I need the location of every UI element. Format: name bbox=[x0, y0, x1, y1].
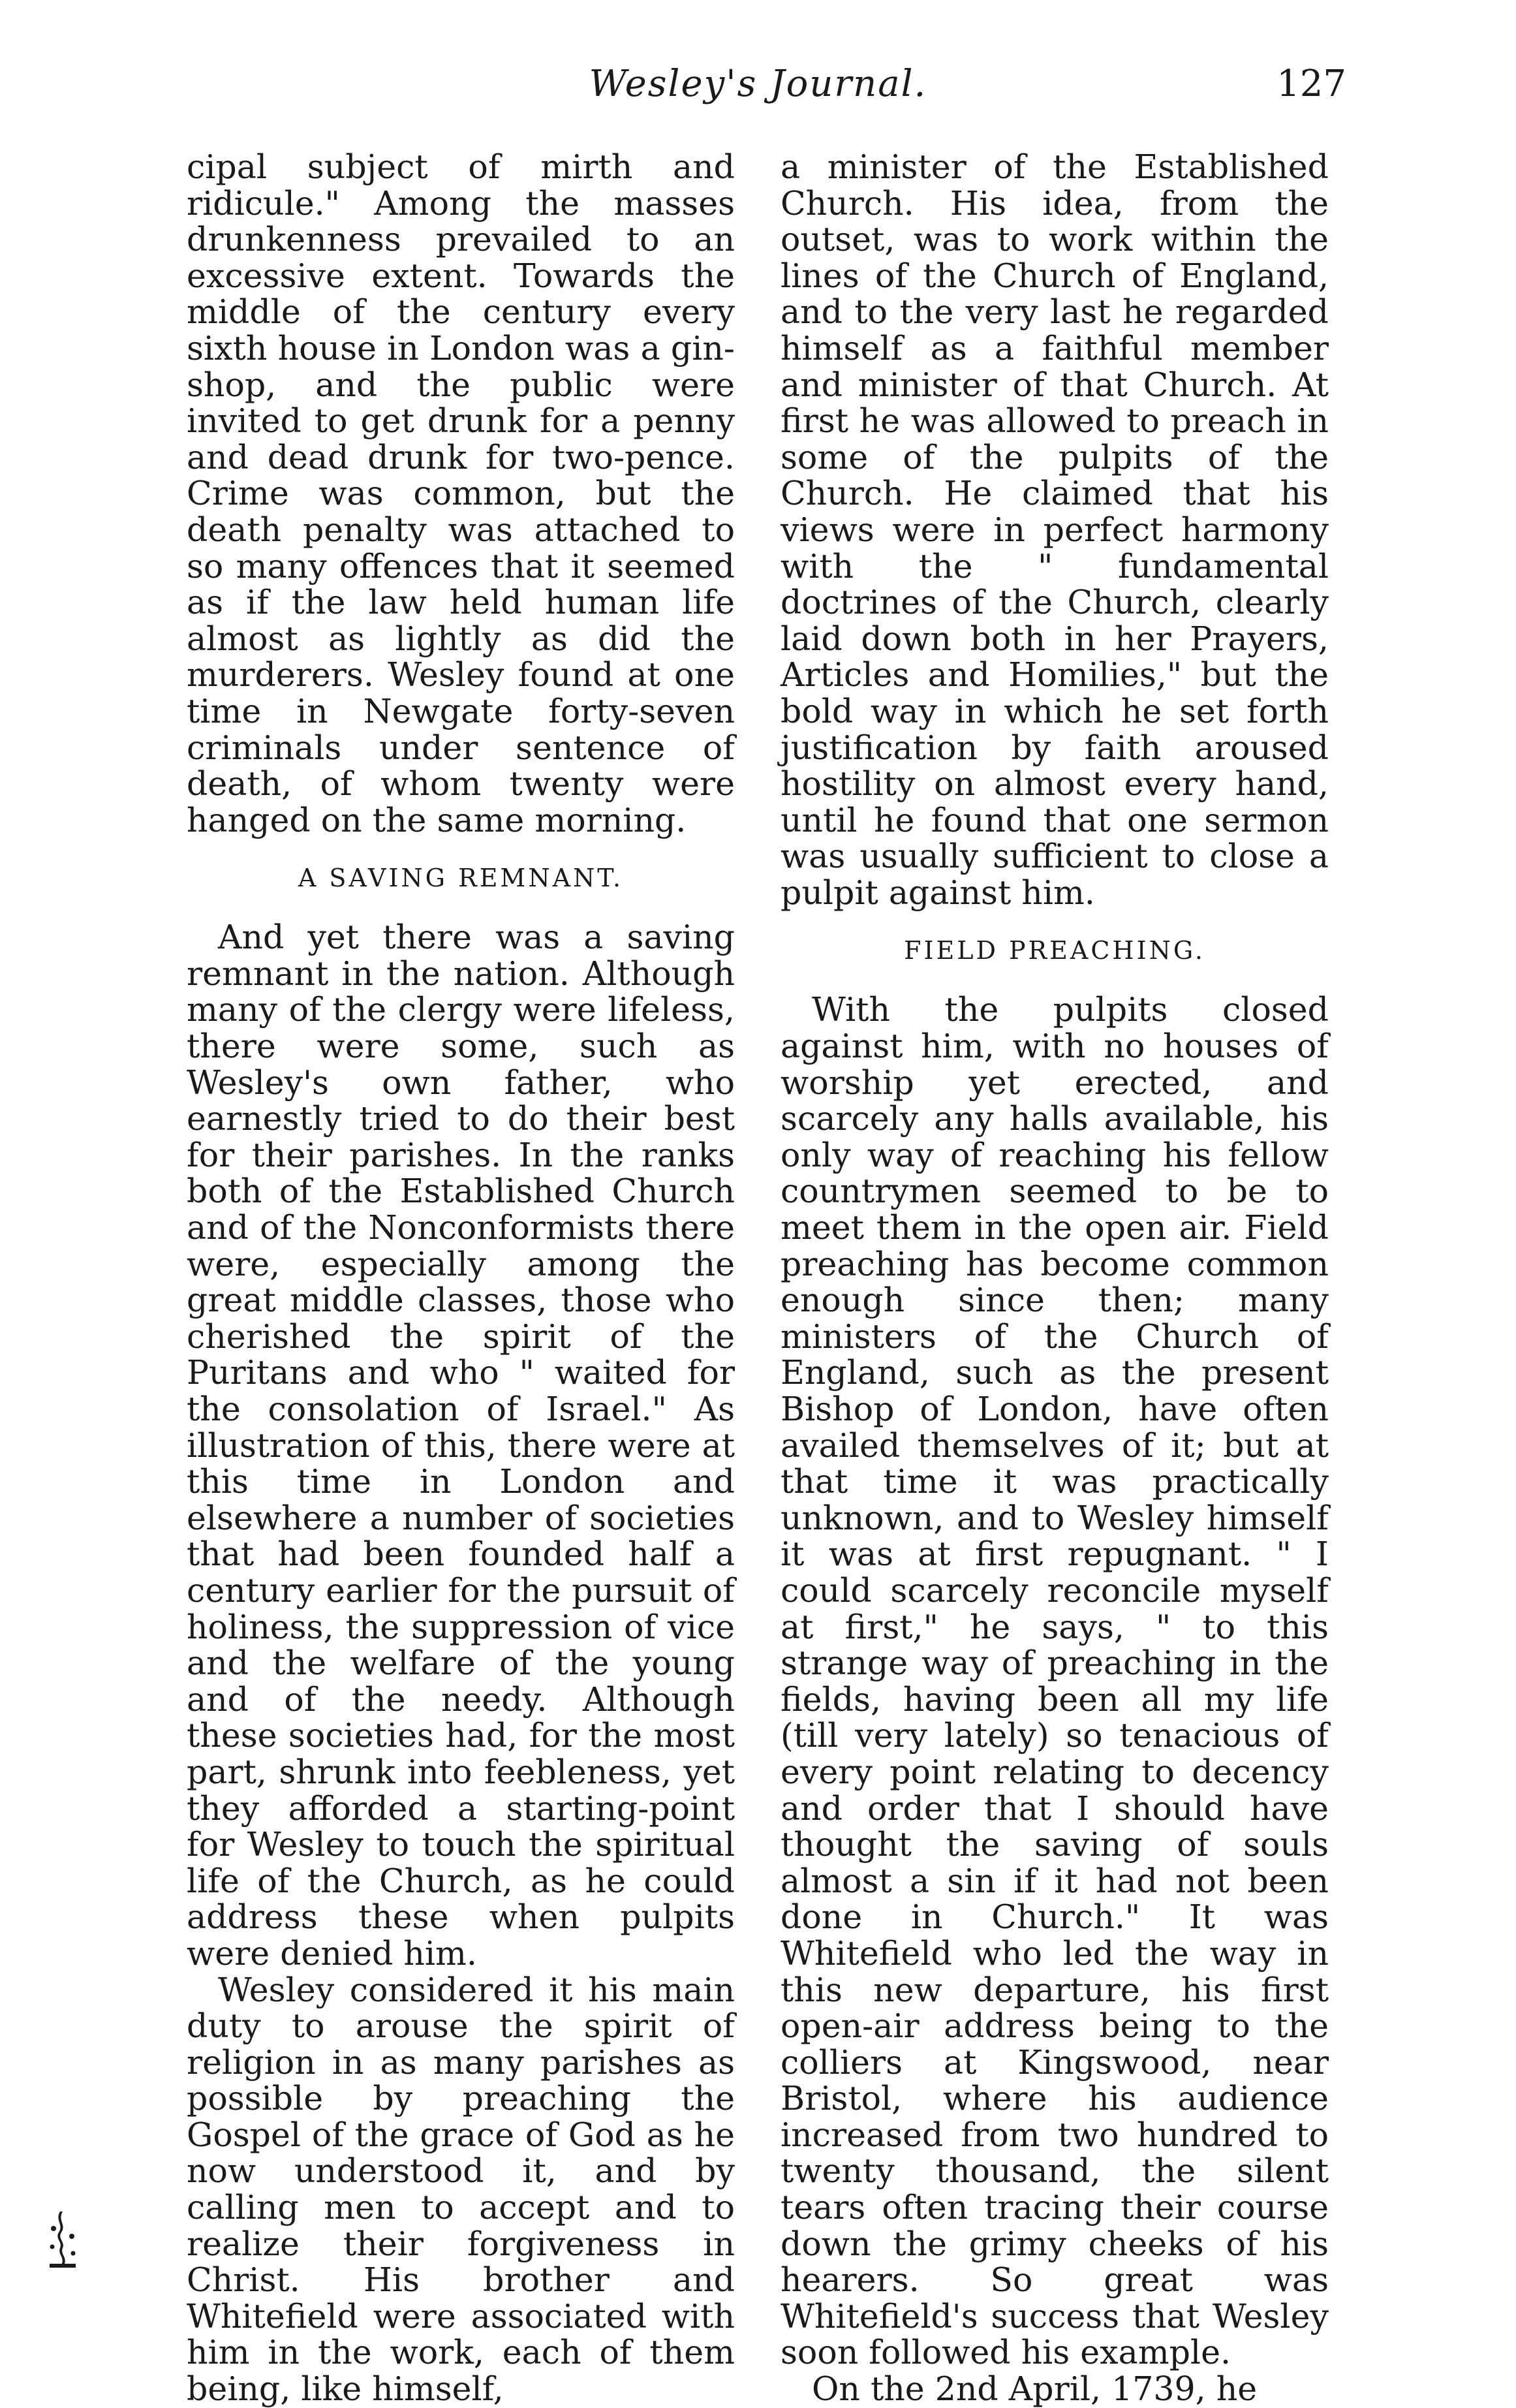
left-paragraph-2: And yet there was a saving remnant in the nation. Although many of the clergy were lifeless, there were some, such as Wesley's own father, who earnestly tried to do their best for their parishes. In the ranks both of the Established Church and of the Nonconformists there were, especially among the great middle classes, those who cherished the spirit of the Puritans and who " waited for the consolation of Israel." As illustration of this, there were at this time in London and elsewhere a number of societies that had been founded half a century earlier for the pursuit of holiness, the suppression of vice and the welfare of the young and of the needy. Although these societies had, for the most part, shrunk into feebleness, yet they afforded a starting-point for Wesley to touch the spiritual life of the Church, as he could address these when pulpits were denied him. bbox=[187, 918, 735, 1973]
floral-ornament-icon bbox=[43, 2206, 82, 2272]
right-column bbox=[781, 149, 1329, 2407]
section-heading-saving-remnant: A SAVING REMNANT. bbox=[298, 864, 624, 893]
section-heading-field-preaching: FIELD PREACHING. bbox=[904, 936, 1205, 965]
running-title: Wesley's Journal. bbox=[589, 63, 927, 105]
left-column bbox=[187, 149, 735, 2407]
left-paragraph-3: Wesley considered it his main duty to arouse the spirit of religion in as many parishes as possible by preaching the Gospel of the grace of God as he now understood it, and by calling men to accept and to realize their forgiveness in Christ. His brother and Whitefield were associated with him in the work, each of them being, like himself, bbox=[187, 1970, 735, 2408]
running-head bbox=[0, 63, 1516, 121]
left-paragraph-1: cipal subject of mirth and ridicule." Among the masses drunkenness prevailed to an excessive extent. Towards the middle of the century every sixth house in London was a gin-shop, and the public were invited to get drunk for a penny and dead drunk for two-pence. Crime was common, but the death penalty was attached to so many offences that it seemed as if the law held human life almost as lightly as did the murderers. Wesley found at one time in Newgate forty-seven criminals under sentence of death, of whom twenty were hanged on the same morning. bbox=[187, 148, 735, 839]
right-paragraph-2: With the pulpits closed against him, with no houses of worship yet erected, and scarcely any halls available, his only way of reaching his fellow countrymen seemed to be to meet them in the open air. Field preaching has become common enough since then; many ministers of the Church of England, such as the present Bishop of London, have often availed themselves of it; but at that time it was practically unknown, and to Wesley himself it was at first repugnant. " I could scarcely reconcile myself at first," he says, " to this strange way of preaching in the fields, having been all my life (till very lately) so tenacious of every point relating to decency and order that I should have thought the saving of souls almost a sin if it had not been done in Church." It was Whitefield who led the way in this new departure, his first open-air address being to the colliers at Kingswood, near Bristol, where his audience increased from two hundred to twenty thousand, the silent tears often tracing their course down the grimy cheeks of his hearers. So great was Whitefield's success that Wesley soon followed his example. bbox=[781, 990, 1329, 2372]
page-number: 127 bbox=[1276, 63, 1346, 105]
right-paragraph-3: On the 2nd April, 1739, he bbox=[812, 2369, 1258, 2408]
right-paragraph-1: a minister of the Established Church. His idea, from the outset, was to work within the lines of the Church of England, and to the very last he regarded himself as a faithful member and minister of that Church. At first he was allowed to preach in some of the pulpits of the Church. He claimed that his views were in perfect harmony with the " fundamental doctrines of the Church, clearly laid down both in her Prayers, Articles and Homilies," but the bold way in which he set forth justification by faith aroused hostility on almost every hand, until he found that one sermon was usually sufficient to close a pulpit against him. bbox=[781, 148, 1329, 912]
